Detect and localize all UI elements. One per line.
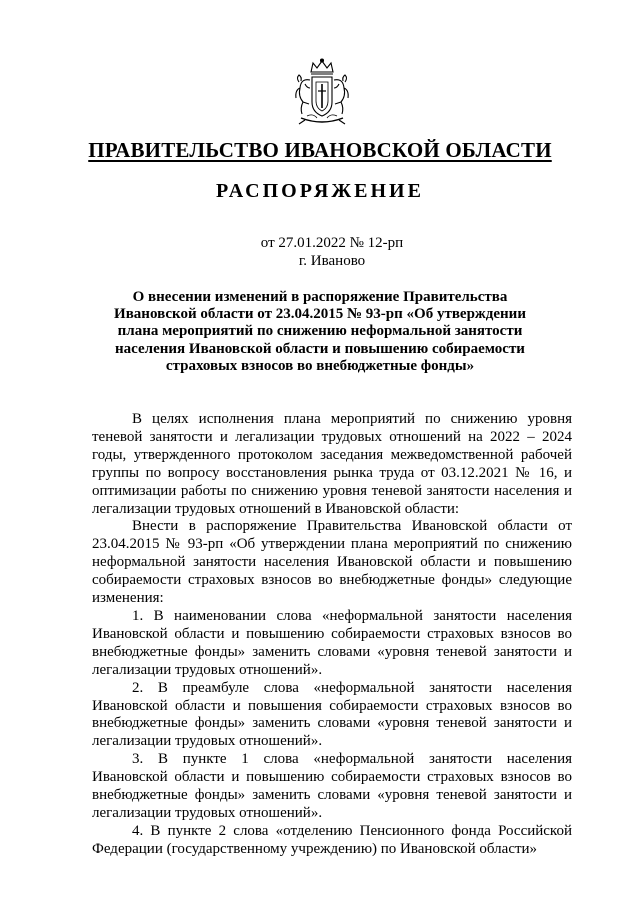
document-place: г. Иваново [298,253,366,269]
coat-of-arms-icon [293,58,351,126]
paragraph-item-3: 3. В пункте 1 слова «неформальной занятости населения Ивановской области и повышению собираемости страховых взносов во внебюджетные фонды» заменить словами «уровня теневой занятости и легализации трудовых отношений». [92,751,572,821]
paragraph-item-1: 1. В наименовании слова «неформальной занятости населения Ивановской области и повышению собираемости страховых взносов во внебюджетные фонды» заменить словами «уровня теневой занятости и легализации трудовых отношений». [92,607,572,678]
document-date-number: от 27.01.2022 № 12-рп [260,235,404,251]
paragraph-preamble: В целях исполнения плана мероприятий по снижению уровня теневой занятости и легализации трудовых отношений на 2022 – 2024 годы, утвержденного протоколом заседания межведомственной рабочей группы по вопросу восстановления рынка труда от 03.12.2021 № 16, и оптимизации работы по снижению уровня теневой занятости населения и легализации трудовых отношений в Ивановской области: [92,411,572,517]
document-type: РАСПОРЯЖЕНИЕ [216,180,424,202]
paragraph-amend: Внести в распоряжение Правительства Ивановской области от 23.04.2015 № 93-рп «Об утверждении плана мероприятий по снижению неформальной занятости населения Ивановской области и повышению собираемости страховых взносов во внебюджетные фонды» следующие изменения: [92,518,572,607]
document-subject: О внесении изменений в распоряжение Правительства Ивановской области от 23.04.2015 № 93-рп «Об утверждении плана мероприятий по снижению неформальной занятости населения Ивановской области и повышению собираемости страховых взносов во внебюджетные фонды» [114,289,526,374]
document-meta [0,234,640,270]
document-body [92,411,572,859]
paragraph-item-2: 2. В преамбуле слова «неформальной занятости населения Ивановской области и повышения собираемости страховых взносов во внебюджетные фонды» заменить словами «уровня теневой занятости и легализации трудовых отношений». [92,679,572,750]
paragraph-item-4: 4. В пункте 2 слова «отделению Пенсионного фонда Российской Федерации (государственному учреждению) по Ивановской области» [92,822,572,857]
government-title: ПРАВИТЕЛЬСТВО ИВАНОВСКОЙ ОБЛАСТИ [88,138,552,162]
